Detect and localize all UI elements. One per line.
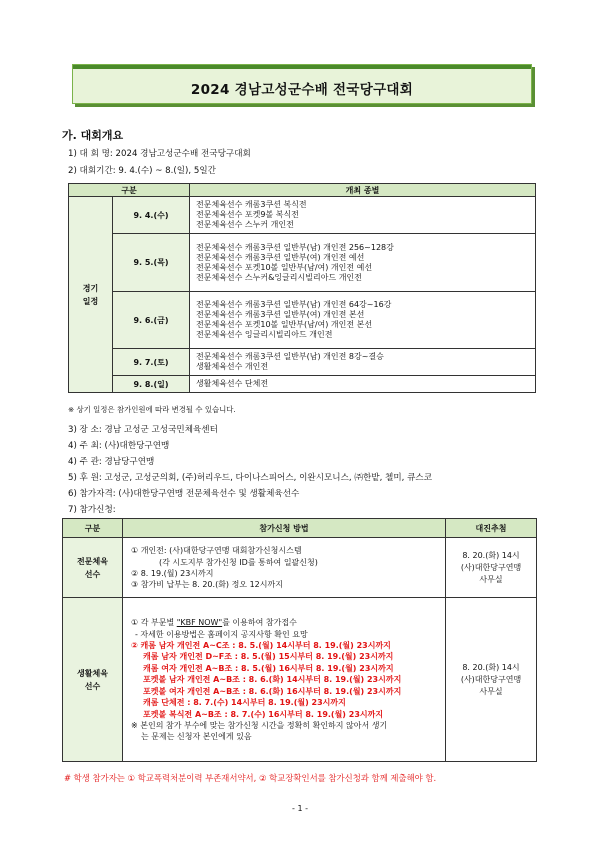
schedule-date: 9. 4.(수) (113, 197, 190, 234)
schedule-group-label: 경기 일정 (69, 197, 113, 393)
amateur-player-label: 생활체육 선수 (63, 598, 123, 762)
schedule-slot: 포켓볼 여자 개인전 A~B조 : 8. 6.(화) 16시부터 8. 19.(월) 23시까지 (143, 686, 402, 696)
amateur-registration-method: ① 각 부문별 "KBF NOW"를 이용하여 참가접수 - 자세한 이용방법은 홈페이지 공지사항 확인 요망 ② 캐롬 남자 개인전 A~C조 : 8. 5.(월) 14시부터 8. 19.(월) 23시까지 캐롬 남자 개인전 D~F조 : 8. 5.(월) 15시부터 8. 19.(월) 23시까지 캐롬 여자 개인전 A~B조 : 8. 5.(월) 16시부터 8. 19.(월) 23시까지 포켓볼 남자 개인전 A~B조 : 8. 6.(화) 14시부터 8. 19.(월) 23시까지 포켓볼 여자 개인전 A~B조 : 8. 6.(화) 16시부터 8. 19.(월) 23시까지 캐롬 단체전 : 8. 7.(수) 14시부터 8. 19.(월) 23시까지 포켓볼 복식전 A~B조 : 8. 7.(수) 16시부터 8. 19.(월) 23시까지 ※ 본인의 참가 부수에 맞는 참가신청 시간을 정확히 확인하지 않아서 생기 는 문제는 신청자 본인에게 있음 (123, 598, 446, 762)
schedule-note: ※ 상기 일정은 참가인원에 따라 변경될 수 있습니다. (68, 405, 236, 414)
amateur-draw-info: 8. 20.(화) 14시 (사)대한당구연맹 사무실 (446, 598, 537, 762)
pro-draw-info: 8. 20.(화) 14시 (사)대한당구연맹 사무실 (446, 538, 537, 598)
student-footnote: # 학생 참가자는 ① 학교폭력처분이력 부존재서약서, ② 학교장확인서를 참가신청과 함께 제출해야 함. (64, 773, 437, 783)
registration-header-method: 참가신청 방법 (123, 519, 446, 538)
schedule-events: 전문체육선수 캐롬3쿠션 일반부(남) 개인전 8강~결승 생활체육선수 개인전 (190, 349, 536, 376)
host-line: 4) 주 최: (사)대한당구연맹 (68, 441, 170, 451)
schedule-table (68, 183, 536, 393)
registration-line: 7) 참가신청: (68, 505, 116, 515)
venue-line: 3) 장 소: 경남 고성군 고성국민체육센터 (68, 425, 218, 435)
schedule-slot: 캐롬 남자 개인전 D~F조 : 8. 5.(월) 15시부터 8. 19.(월) 23시까지 (143, 652, 394, 662)
schedule-date: 9. 5.(목) (113, 234, 190, 292)
schedule-date: 9. 7.(토) (113, 349, 190, 376)
schedule-events: 생활체육선수 단체전 (190, 376, 536, 393)
pro-player-label: 전문체육 선수 (63, 538, 123, 598)
schedule-events: 전문체육선수 캐롬3쿠션 일반부(남) 개인전 256~128강 전문체육선수 캐롬3쿠션 일반부(여) 개인전 예선 전문체육선수 포켓10볼 일반부(남/여) 개인전 예선 전문체육선수 스누커&잉글리시빌리아드 개인전 (190, 234, 536, 292)
sponsor-line: 5) 후 원: 고성군, 고성군의회, (주)허리우드, 다이나스피어스, 이완시모니스, ㈜한밭, 첼미, 큐스코 (68, 473, 433, 483)
schedule-events: 전문체육선수 캐롬3쿠션 일반부(남) 개인전 64강~16강 전문체육선수 캐롬3쿠션 일반부(여) 개인전 본선 전문체육선수 포켓10볼 일반부(남/여) 개인전 본선 전문체육선수 잉글리시빌리아드 개인전 (190, 292, 536, 349)
document-title: 2024 경남고성군수배 전국당구대회 (190, 82, 414, 98)
kbf-now-link[interactable]: "KBF NOW" (176, 618, 223, 628)
section-heading: 가. 대회개요 (62, 129, 124, 142)
schedule-slot: 포켓볼 복식전 A~B조 : 8. 7.(수) 16시부터 8. 19.(월) 23시까지 (143, 709, 384, 719)
schedule-header-category: 구분 (69, 184, 190, 197)
warning-line: ※ 본인의 참가 부수에 맞는 참가신청 시간을 정확히 확인하지 않아서 생기 (131, 720, 388, 730)
page-number: - 1 - (292, 804, 308, 813)
title-top-bar (73, 65, 531, 69)
warning-line: 는 문제는 신청자 본인에게 있음 (141, 732, 252, 742)
registration-table (62, 518, 537, 762)
registration-header-category: 구분 (63, 519, 123, 538)
schedule-header-events: 개최 종별 (190, 184, 536, 197)
registration-header-draw: 대진추첨 (446, 519, 537, 538)
title-banner (72, 64, 532, 104)
schedule-slot: 포켓볼 남자 개인전 A~B조 : 8. 6.(화) 14시부터 8. 19.(월) 23시까지 (143, 675, 402, 685)
organizer-line: 4) 주 관: 경남당구연맹 (68, 457, 155, 467)
event-name-line: 1) 대 회 명: 2024 경남고성군수배 전국당구대회 (68, 149, 251, 159)
schedule-date: 9. 8.(일) (113, 376, 190, 393)
schedule-slot: ② 캐롬 남자 개인전 A~C조 : 8. 5.(월) 14시부터 8. 19.(월) 23시까지 (131, 641, 391, 651)
schedule-slot: 캐롬 단체전 : 8. 7.(수) 14시부터 8. 19.(월) 23시까지 (143, 698, 346, 708)
event-period-line: 2) 대회기간: 9. 4.(수) ~ 8.(일), 5일간 (68, 166, 216, 176)
pro-registration-method: ① 개인전: (사)대한당구연맹 대회참가신청시스템 (각 시도지부 참가신청 ID를 통하여 일괄신청) ② 8. 19.(월) 23시까지 ③ 참가비 납부는 8. 20.(화) 정오 12시까지 (123, 538, 446, 598)
schedule-events: 전문체육선수 캐롬3쿠션 복식전 전문체육선수 포켓9볼 복식전 전문체육선수 스누커 개인전 (190, 197, 536, 234)
eligibility-line: 6) 참가자격: (사)대한당구연맹 전문체육선수 및 생활체육선수 (68, 489, 300, 499)
schedule-slot: 캐롬 여자 개인전 A~B조 : 8. 5.(월) 16시부터 8. 19.(월) 23시까지 (143, 663, 394, 673)
schedule-date: 9. 6.(금) (113, 292, 190, 349)
